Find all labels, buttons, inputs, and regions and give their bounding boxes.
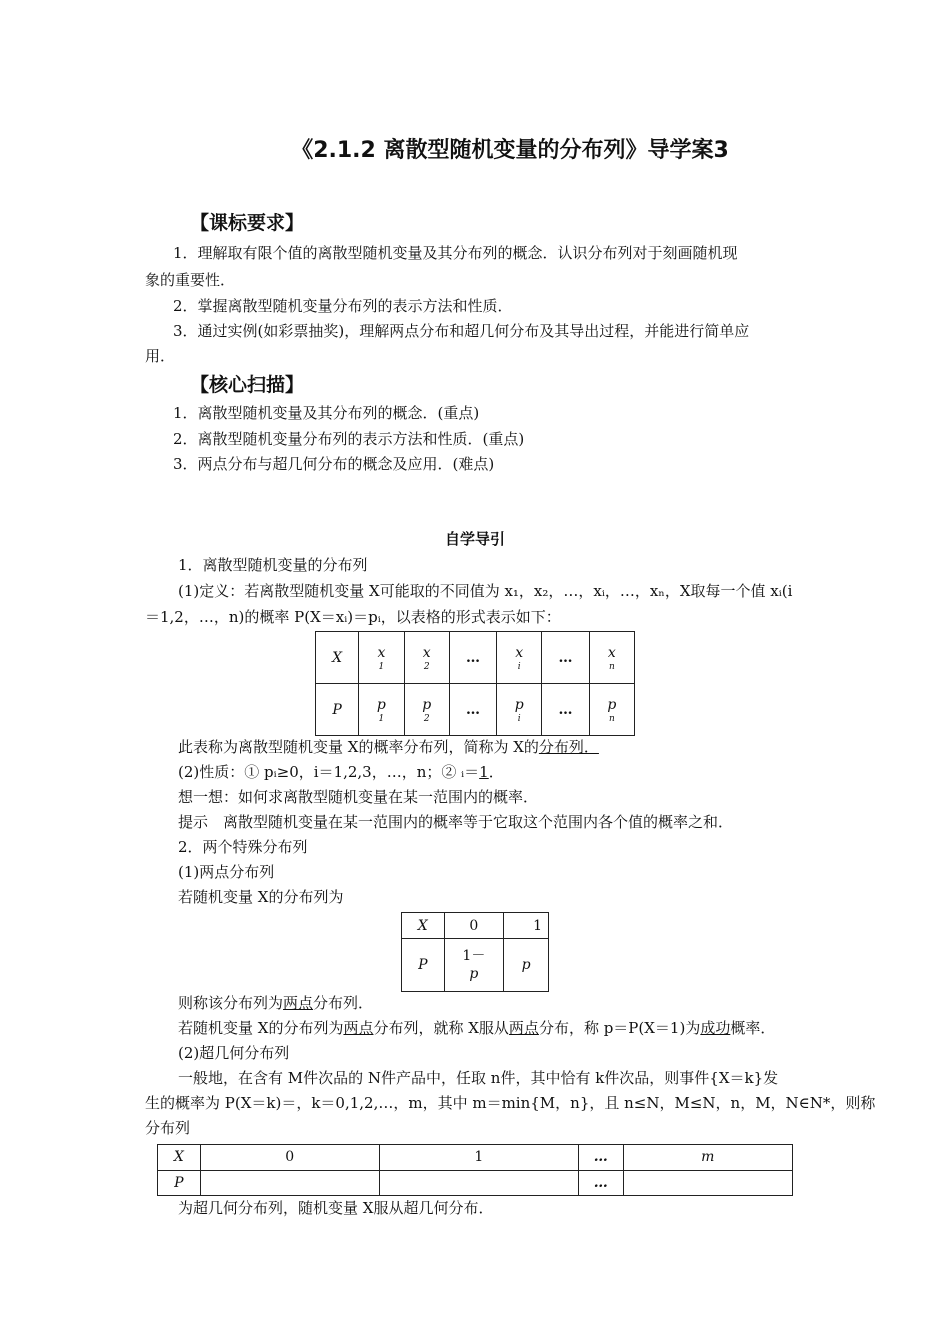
table3-0: 0 <box>200 1145 379 1171</box>
def-line-b: ＝1,2，…，n)的概率 P(X＝xᵢ)＝pᵢ，以表格的形式表示如下： <box>145 608 561 626</box>
hint-line: 提示 离散型随机变量在某一范围内的概率等于它取这个范围内各个值的概率之和． <box>178 813 734 831</box>
two-point2-u2: 两点 <box>508 1019 539 1037</box>
two-point2-u3: 成功 <box>700 1019 731 1037</box>
hyper-line-b: 生的概率为 P(X＝k)＝，k＝0,1,2,…，m，其中 m＝min{M，n}，且 n≤N，M≤N，n，M，N∈N*，则称 <box>145 1094 876 1112</box>
table1-dots-4: … <box>558 701 573 718</box>
table1-xn-sub: n <box>608 661 615 672</box>
table3-dots-1: … <box>578 1145 623 1171</box>
two-point-text-b: 分布列． <box>313 994 374 1012</box>
table3-p1 <box>379 1170 578 1196</box>
two-point-line-1 <box>178 990 373 1016</box>
table1-xi: x <box>515 644 524 661</box>
req-line-3a: 3．通过实例(如彩票抽奖)，理解两点分布和超几何分布及其导出过程，并能进行简单应 <box>173 322 750 340</box>
table3-m: m <box>623 1145 792 1171</box>
two-point2-b: 分布列，就称 X服从 <box>373 1019 509 1037</box>
hyper-line-c: 分布列 <box>145 1119 191 1137</box>
property-text: (2)性质：① pᵢ≥0，i＝1,2,3，…，n；② ᵢ＝ <box>178 763 480 781</box>
table3-dots-2: … <box>578 1170 623 1196</box>
hypergeometric-table <box>157 1144 793 1196</box>
two-point-underlined: 两点 <box>283 994 314 1012</box>
table1-xi-sub: i <box>517 661 521 672</box>
hyper-line-a: 一般地，在含有 M件次品的 N件产品中，任取 n件，其中恰有 k件次品，则事件{X＝k}发 <box>178 1069 779 1087</box>
table1-p2: p <box>422 696 432 713</box>
table2-x: X <box>402 913 445 939</box>
guide-s2: 2．两个特殊分布列 <box>178 838 308 856</box>
table1-x2: x <box>422 644 431 661</box>
after-table-underlined: 分布列． <box>538 738 599 756</box>
req-line-1b: 象的重要性． <box>145 271 236 289</box>
two-point2-a: 若随机变量 X的分布列为 <box>178 1019 344 1037</box>
two-point2-u1: 两点 <box>343 1019 374 1037</box>
table2-one-minus: 1－ <box>462 948 486 965</box>
table1-xn: x <box>607 644 616 661</box>
table1-pi-sub: i <box>517 713 521 724</box>
after-table-line <box>178 734 599 760</box>
two-point2-c: 分布，称 p＝P(X＝1)为 <box>538 1019 701 1037</box>
table3-pm <box>623 1170 792 1196</box>
core-line-1: 1．离散型随机变量及其分布列的概念．(重点) <box>173 404 480 422</box>
req-line-1a: 1．理解取有限个值的离散型随机变量及其分布列的概念．认识分布列对于刻画随机现 <box>173 244 738 262</box>
table3-p: P <box>158 1170 201 1196</box>
hyper-end-line: 为超几何分布列，随机变量 X服从超几何分布． <box>178 1199 494 1217</box>
section-heading-core: 【核心扫描】 <box>190 374 305 396</box>
two-point2-d: 概率． <box>730 1019 776 1037</box>
table2-p-part: p <box>469 966 479 983</box>
core-line-3: 3．两点分布与超几何分布的概念及应用．(难点) <box>173 455 495 473</box>
core-line-2: 2．离散型随机变量分布列的表示方法和性质．(重点) <box>173 430 525 448</box>
table1-pi: p <box>514 696 524 713</box>
table2-p: P <box>402 939 445 992</box>
table2-0: 0 <box>444 913 504 939</box>
table2-1: 1 <box>504 913 549 939</box>
table1-x1: x <box>377 644 386 661</box>
table1-pn: p <box>607 696 617 713</box>
table3-p0 <box>200 1170 379 1196</box>
guide-s2a: (1)两点分布列 <box>178 863 275 881</box>
table1-p2-sub: 2 <box>423 713 430 724</box>
property-underlined: 1 <box>479 763 489 781</box>
table1-dots-1: … <box>465 649 480 666</box>
guide-s2a-intro: 若随机变量 X的分布列为 <box>178 888 344 906</box>
two-point-text-a: 则称该分布列为 <box>178 994 284 1012</box>
req-line-2: 2．掌握离散型随机变量分布列的表示方法和性质． <box>173 297 513 315</box>
req-line-3b: 用． <box>145 347 176 365</box>
table1-header-x: X <box>332 649 343 666</box>
section-heading-requirements: 【课标要求】 <box>190 212 305 234</box>
table1-x1-sub: 1 <box>378 661 385 672</box>
table1-header-p: P <box>332 701 342 718</box>
page-title: 《2.1.2 离散型随机变量的分布列》导学案3 <box>291 138 729 163</box>
two-point-line-2 <box>178 1015 775 1041</box>
table1-dots-2: … <box>558 649 573 666</box>
def-line-a: (1)定义：若离散型随机变量 X可能取的不同值为 x₁，x₂，…，xᵢ，…，xₙ，X取每一个值 xᵢ(i <box>178 582 793 600</box>
after-table-text: 此表称为离散型随机变量 X的概率分布列，简称为 X的 <box>178 738 539 756</box>
guide-s1: 1．离散型随机变量的分布列 <box>178 556 368 574</box>
table3-1: 1 <box>379 1145 578 1171</box>
table1-p1: p <box>376 696 386 713</box>
property-line <box>178 759 504 785</box>
table2-p-value: p <box>504 939 549 992</box>
table3-x: X <box>158 1145 201 1171</box>
two-point-table <box>401 912 549 992</box>
table1-pn-sub: n <box>608 713 615 724</box>
guide-s2b: (2)超几何分布列 <box>178 1044 290 1062</box>
think-line: 想一想：如何求离散型随机变量在某一范围内的概率． <box>178 788 539 806</box>
distribution-table <box>315 631 635 736</box>
table1-dots-3: … <box>465 701 480 718</box>
guide-heading: 自学导引 <box>444 530 505 548</box>
property-end: ． <box>488 763 504 781</box>
table1-x2-sub: 2 <box>423 661 430 672</box>
table1-p1-sub: 1 <box>378 713 385 724</box>
